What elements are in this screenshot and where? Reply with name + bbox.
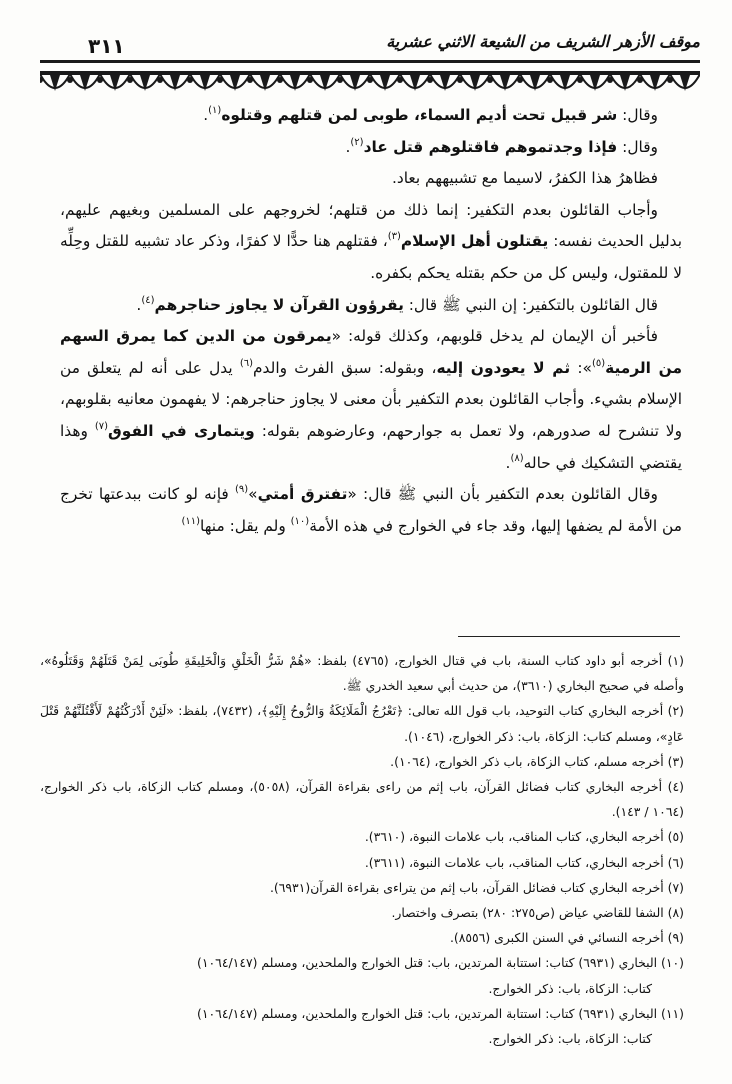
footnote: (٩) أخرجه النسائي في السنن الكبرى (٨٥٥٦).: [449, 930, 684, 946]
footnote: (١٠) البخاري (٦٩٣١) كتاب: استتابة المرتدين، باب: قتل الخوارج والملحدين، ومسلم (١٠٦٤/١٤٧): [197, 955, 684, 971]
footnote-ref[interactable]: (٨): [510, 452, 524, 464]
main-text: [60, 100, 682, 542]
paragraph: وقال: فإذا وجدتموهم فاقتلوهم قتل عاد$^{(٢)}$.: [345, 136, 658, 156]
footnote-ref[interactable]: (١٠): [290, 515, 310, 527]
footnote-ref[interactable]: (٧): [94, 420, 109, 432]
footnote-ref[interactable]: (٩): [234, 484, 249, 496]
footnote: (٧) أخرجه البخاري كتاب فضائل القرآن، باب إثم من يتراءى بقراءة القرآن(٦٩٣١).: [269, 879, 684, 895]
footnote: (٤) أخرجه البخاري كتاب فضائل القرآن، باب إثم من راءى بقراءة القرآن، (٥٠٥٨)، ومسلم كتاب الزكاة، باب ذكر الخوارج، (١٠٦٤ / ١٤٣).: [40, 779, 684, 820]
running-title: موقف الأزهر الشريف من الشيعة الاثني عشرية: [386, 32, 700, 51]
footnote-ref[interactable]: (٦): [239, 357, 254, 369]
paragraph: وأجاب القائلون بعدم التكفير: إنما ذلك من قتلهم؛ لخروجهم على المسلمين وبغيهم عليهم، بدليل الحديث نفسه: يقتلون أهل الإسلام$^{(٣)}$، فقتلهم هنا حدًّا لا كفرًا، وذكر عاد تشبيه للقتل وحِلِّه لا للمقتول، وليس كل من حكم بقتله يحكم بكفره.: [60, 200, 683, 282]
footnotes: [40, 648, 684, 1051]
paragraph: وقال القائلون بعدم التكفير بأن النبي ﷺ قال: «تفترق أمتي»$^{(٩)}$ فإنه لو كانت ببدعتها تخرج من الأمة لم يضفها إليها، وقد جاء في الخوارج في هذه الأمة$^{(١٠)}$ ولم يقل: منها$^{(١١)}$: [60, 484, 682, 535]
footnote: (٢) أخرجه البخاري كتاب التوحيد، باب قول الله تعالى: ﴿تَعْرُجُ الْمَلَائِكَةُ وَالرُّوحُ إِلَيْهِ﴾، (٧٤٣٢)، بلفظ: «لَئِنْ أَدْرَكْتُهُمْ لَأَقْتُلَنَّهُمْ قَتْلَ عَادٍ»، ومسلم كتاب: الزكاة، باب: ذكر الخوارج، (١٠٤٦).: [40, 703, 684, 744]
footnote: (١) أخرجه أبو داود كتاب السنة، باب في قتال الخوارج، (٤٧٦٥) بلفظ: «هُمْ شَرُّ الْخَلْقِ وَالْخَلِيقَةِ طُوبَى لِمَنْ قَتَلَهُمْ وَقَتَلُوهُ»، وأصله في صحيح البخاري (٣٦١٠)، من حديث أبي سعيد الخدري ﷺ.: [40, 653, 684, 694]
footnote: (٦) أخرجه البخاري، كتاب المناقب، باب علامات النبوة، (٣٦١١).: [364, 854, 684, 870]
paragraph: فظاهرُ هذا الكفرُ، لاسيما مع تشبيههم بعاد.: [391, 169, 658, 188]
footnote: (٥) أخرجه البخاري، كتاب المناقب، باب علامات النبوة، (٣٦١٠).: [364, 829, 684, 845]
paragraph: قال القائلون بالتكفير: إن النبي ﷺ قال: يقرؤون القرآن لا يجاوز حناجرهم$^{(٤)}$.: [136, 294, 658, 314]
footnote: (١١) البخاري (٦٩٣١) كتاب: استتابة المرتدين، باب: قتل الخوارج والملحدين، ومسلم (١٠٦٤/١٤٧): [197, 1005, 684, 1021]
footnote-ref[interactable]: (١١): [181, 515, 201, 527]
footnote-ref[interactable]: (٢): [350, 136, 364, 148]
footnote-ref[interactable]: (١): [208, 105, 222, 116]
paragraph: وقال: شر قبيل تحت أديم السماء، طوبى لمن قتلهم وقتلوه$^{(١)}$.: [203, 105, 658, 124]
footnote-ref[interactable]: (٣): [387, 231, 401, 243]
footnote-continuation: كتاب: الزكاة، باب: ذكر الخوارج.: [488, 1031, 652, 1047]
footnote: (٣) أخرجه مسلم، كتاب الزكاة، باب ذكر الخوارج، (١٠٦٤).: [390, 753, 684, 769]
footnote-ref[interactable]: (٤): [141, 294, 155, 306]
footnote-separator: [458, 636, 680, 637]
paragraph: فأخبر أن الإيمان لم يدخل قلوبهم، وكذلك قوله: «يمرقون من الدين كما يمرق السهم من الرمية$^{(٥)}$»: ثم لا يعودون إليه، وبقوله: سبق الفرث والدم$^{(٦)}$ يدل على أنه لم يتعلق من الإسلام بشيء. وأجاب القائلون بعدم التكفير بأن معنى لا يجاوز حناجرهم: لا يفهمون معانيه بقلوبهم، ولا تنشرح له صدورهم، ولا تعمل به جوارحهم، وعارضوهم بقوله: ويتمارى في الفوق$^{(٧)}$ وهذا يقتضي التشكيك في حاله$^{(٨)}$.: [60, 327, 682, 472]
page-header: [40, 22, 700, 94]
footnote-continuation: كتاب: الزكاة، باب: ذكر الخوارج.: [488, 980, 652, 996]
footnote-ref[interactable]: (٥): [591, 357, 606, 369]
page-number: ٣١١: [88, 34, 125, 58]
ornamental-border: [40, 58, 700, 106]
footnote: (٨) الشفا للقاضي عياض (ص٢٧٥: ٢٨٠) بتصرف واختصار.: [391, 905, 684, 921]
